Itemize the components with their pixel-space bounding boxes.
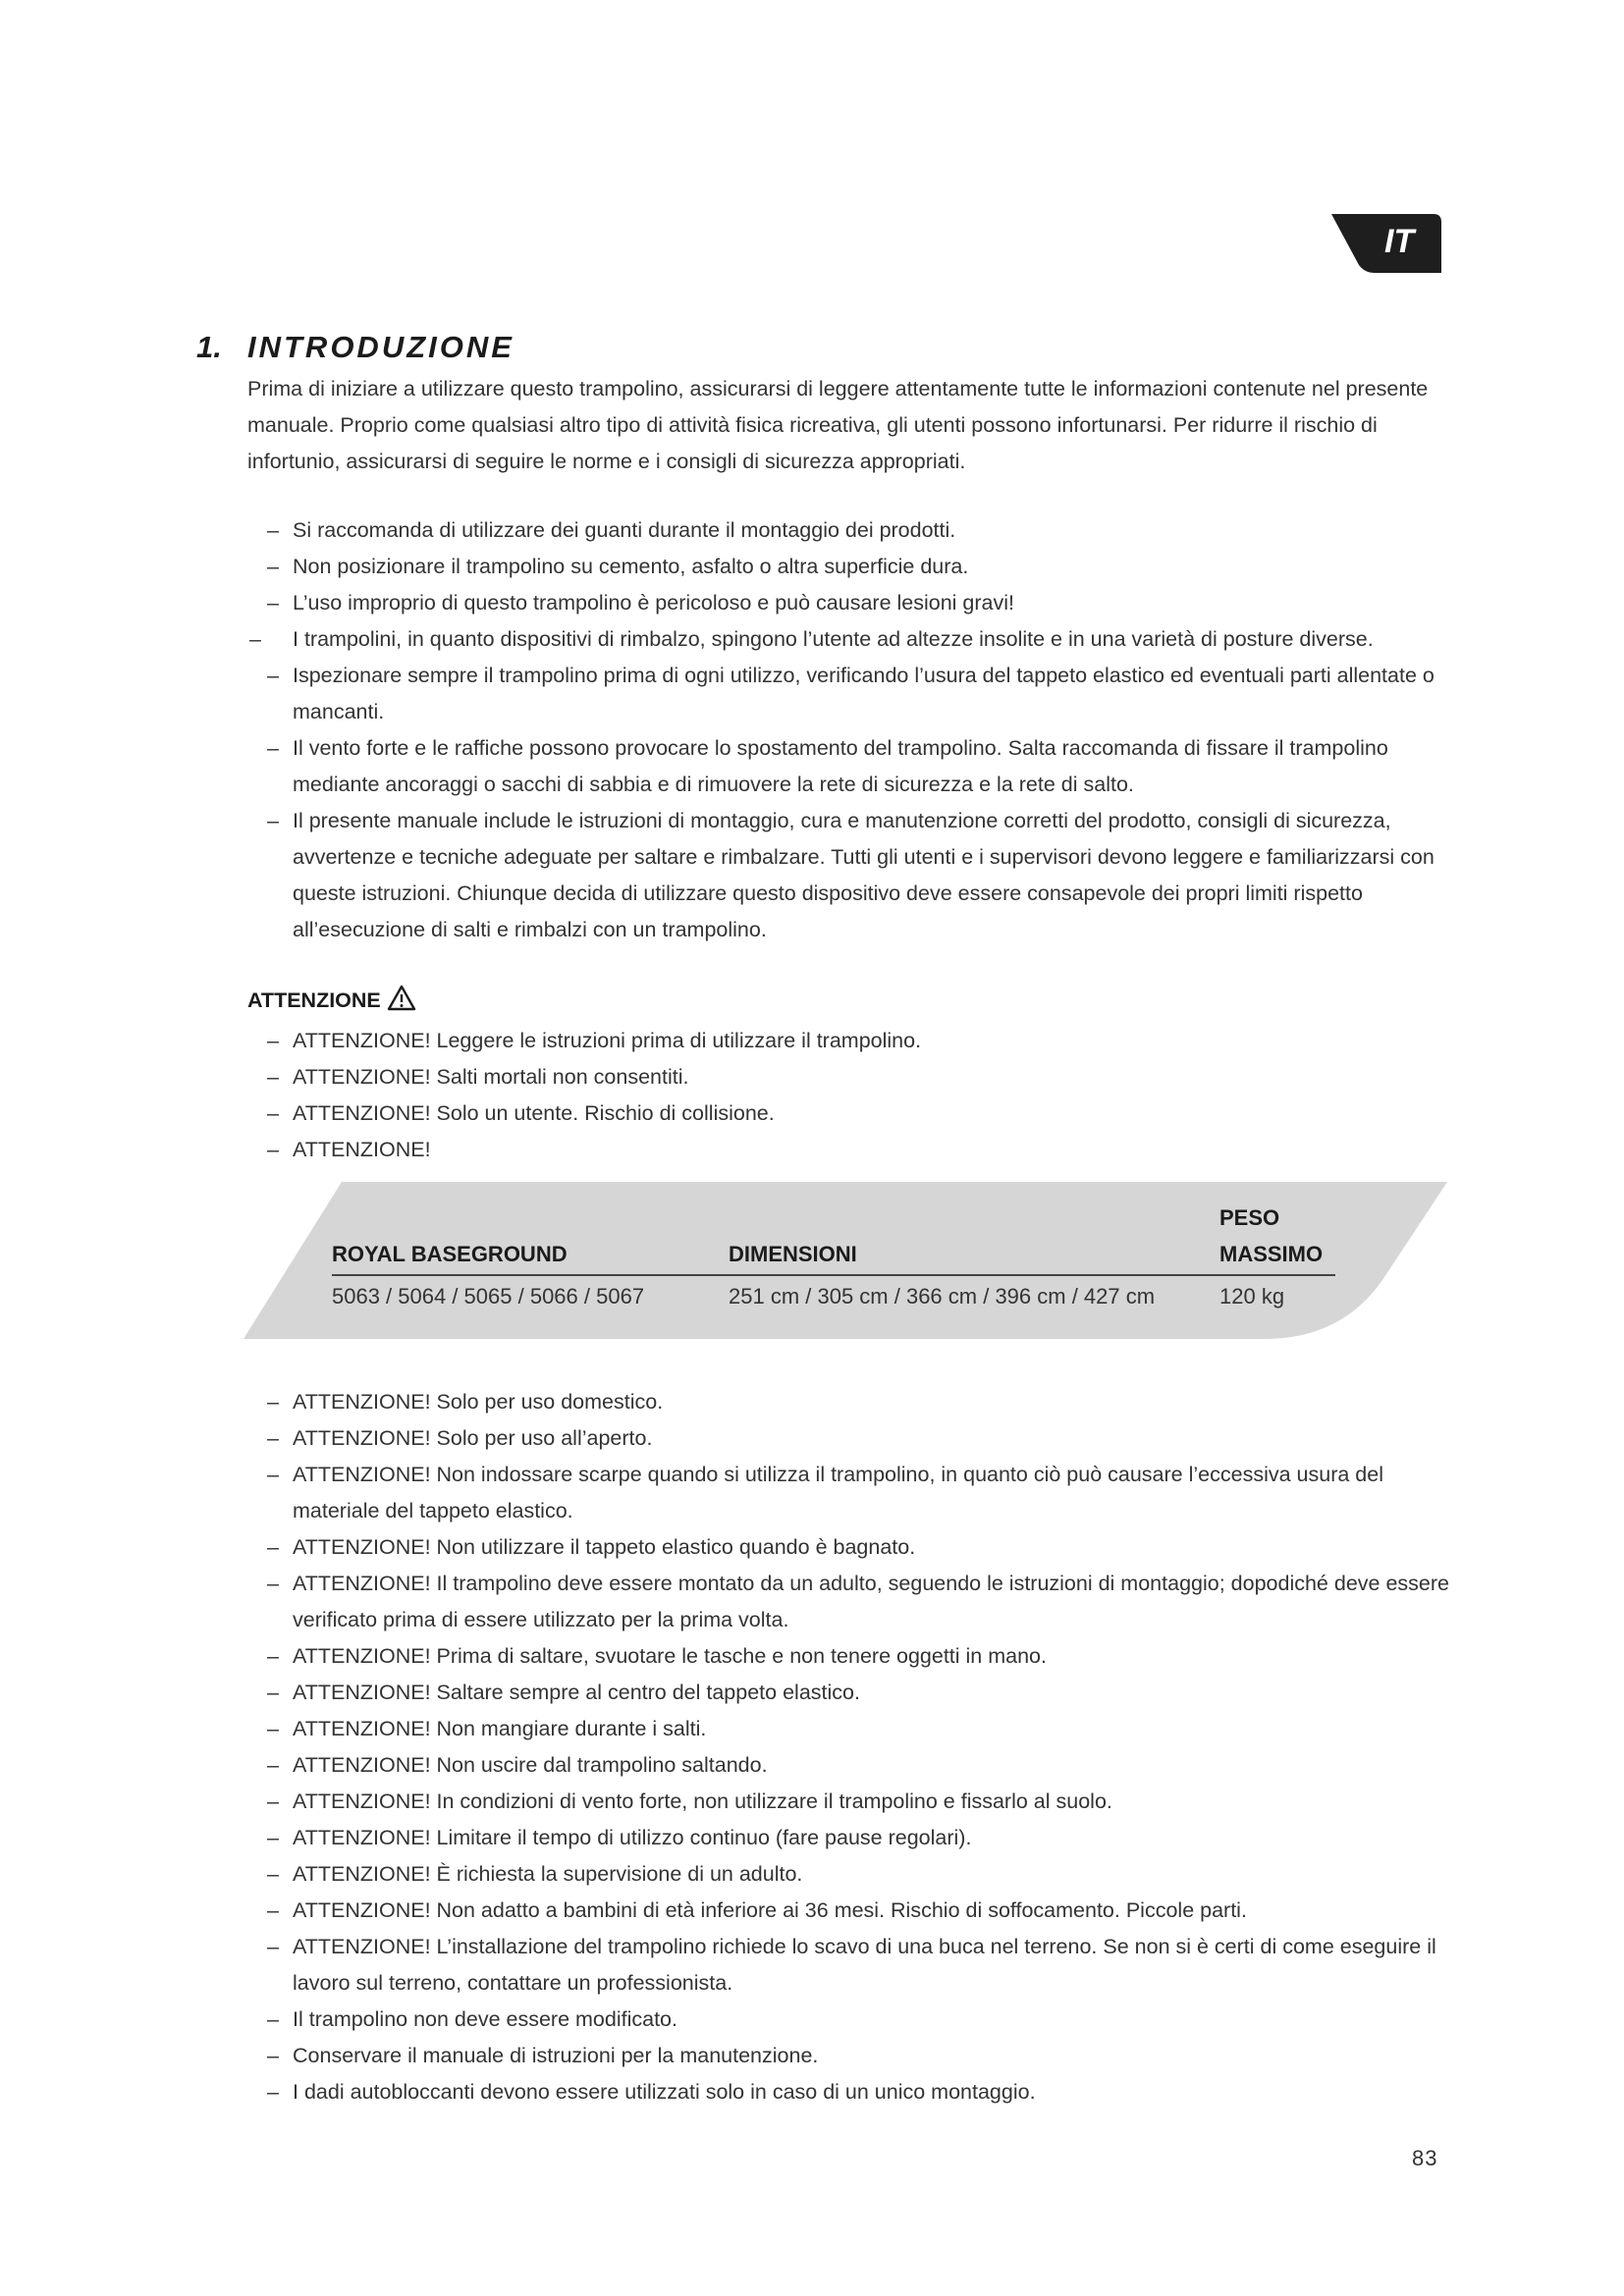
section-title: INTRODUZIONE — [247, 330, 514, 364]
list-item: – ATTENZIONE! Solo per uso all’aperto. — [267, 1426, 653, 1450]
list-item: – ATTENZIONE! Prima di saltare, svuotare le tasche e non tenere oggetti in mano. — [267, 1644, 1047, 1668]
list-item: – ATTENZIONE! L’installazione del trampolino richiede lo scavo di una buca nel terreno. Se non si è certi di come eseguire il lavoro sul terreno, contattare un professionista. — [267, 1935, 1436, 1995]
spec-header-model: ROYAL BASEGROUND — [332, 1200, 729, 1275]
list-item: – ATTENZIONE! Non mangiare durante i salti. — [267, 1717, 707, 1740]
list-item: – L’uso improprio di questo trampolino è pericoloso e può causare lesioni gravi! — [267, 591, 1014, 614]
section-heading — [196, 330, 514, 365]
language-code: IT — [1384, 223, 1415, 260]
language-tab — [1331, 214, 1441, 273]
list-item: – ATTENZIONE! È richiesta la supervisione di un adulto. — [267, 1862, 803, 1886]
list-item: – Il trampolino non deve essere modificato. — [267, 2007, 677, 2031]
section-number: 1. — [196, 330, 222, 364]
list-item: – ATTENZIONE! Non indossare scarpe quando si utilizza il trampolino, in quanto ciò può causare l’eccessiva usura del materiale del tappeto elastico. — [267, 1463, 1383, 1522]
spec-data-row — [332, 1275, 1335, 1311]
list-item: – ATTENZIONE! In condizioni di vento forte, non utilizzare il trampolino e fissarlo al suolo. — [267, 1789, 1112, 1813]
spec-header-row — [332, 1200, 1335, 1275]
list-item: – ATTENZIONE! Solo un utente. Rischio di collisione. — [267, 1101, 775, 1125]
spec-model-values: 5063 / 5064 / 5065 / 5066 / 5067 — [332, 1284, 645, 1308]
spec-weight-value: 120 kg — [1219, 1284, 1285, 1308]
list-item: – Conservare il manuale di istruzioni per la manutenzione. — [267, 2044, 819, 2067]
intro-paragraph: Prima di iniziare a utilizzare questo trampolino, assicurarsi di leggere attentamente tutte le informazioni contenute nel presente manuale. Proprio come qualsiasi altro tipo di attività fisica ricreativa, gli utenti possono infortunarsi. Per ridurre il rischio di infortunio, assicurarsi di seguire le norme e i consigli di sicurezza appropriati. — [247, 377, 1429, 473]
list-item: – Si raccomanda di utilizzare dei guanti durante il montaggio dei prodotti. — [267, 518, 956, 542]
spec-header-weight: PESO MASSIMO — [1219, 1200, 1335, 1275]
safety-list — [249, 512, 1453, 948]
list-item: – ATTENZIONE! Saltare sempre al centro del tappeto elastico. — [267, 1681, 860, 1704]
list-item: – ATTENZIONE! Non adatto a bambini di età inferiore ai 36 mesi. Rischio di soffocamento. Piccole parti. — [267, 1898, 1247, 1922]
spec-header-dimensions: DIMENSIONI — [729, 1200, 1219, 1275]
warning-list-top — [265, 1023, 1453, 1168]
list-item: – ATTENZIONE! Non uscire dal trampolino saltando. — [267, 1753, 768, 1777]
warning-triangle-icon — [387, 985, 416, 1011]
list-item: – I dadi autobloccanti devono essere utilizzati solo in caso di un unico montaggio. — [267, 2080, 1036, 2104]
list-item: – Ispezionare sempre il trampolino prima di ogni utilizzo, verificando l’usura del tappeto elastico ed eventuali parti allentate o mancanti. — [267, 664, 1435, 723]
list-item: – ATTENZIONE! Leggere le istruzioni prima di utilizzare il trampolino. — [267, 1029, 922, 1052]
list-item: – ATTENZIONE! Il trampolino deve essere montato da un adulto, seguendo le istruzioni di montaggio; dopodiché deve essere verificato prima di essere utilizzato per la prima volta. — [267, 1572, 1449, 1631]
list-item: – Il vento forte e le raffiche possono provocare lo spostamento del trampolino. Salta raccomanda di fissare il trampolino mediante ancoraggi o sacchi di sabbia e di rimuovere la rete di sicurezza e la rete di salto. — [267, 736, 1388, 796]
list-item: – ATTENZIONE! Salti mortali non consentiti. — [267, 1065, 689, 1089]
spec-dimension-values: 251 cm / 305 cm / 366 cm / 396 cm / 427 cm — [729, 1284, 1156, 1308]
warning-list-bottom — [265, 1384, 1453, 2110]
warning-heading — [247, 983, 416, 1019]
list-item: – ATTENZIONE! Non utilizzare il tappeto elastico quando è bagnato. — [267, 1535, 916, 1559]
warning-title: ATTENZIONE — [247, 988, 381, 1012]
page-number: 83 — [1412, 2146, 1438, 2170]
list-item: – Non posizionare il trampolino su cemento, asfalto o altra superficie dura. — [267, 555, 969, 578]
list-item: – ATTENZIONE! Solo per uso domestico. — [267, 1390, 664, 1414]
list-item: – I trampolini, in quanto dispositivi di rimbalzo, spingono l’utente ad altezze insolite e in una varietà di posture diverse. — [249, 627, 1374, 651]
list-item: – ATTENZIONE! — [267, 1138, 431, 1161]
list-item: – Il presente manuale include le istruzioni di montaggio, cura e manutenzione corretti del prodotto, consigli di sicurezza, avvertenze e tecniche adeguate per saltare e rimbalzare. Tutti gli utenti e i supervisori devono leggere e familiarizzarsi con queste istruzioni. Chiunque decida di utilizzare questo dispositivo deve essere consapevole dei propri limiti rispetto all’esecuzione di salti e rimbalzi con un trampolino. — [267, 809, 1435, 941]
spec-table — [332, 1200, 1335, 1311]
list-item: – ATTENZIONE! Limitare il tempo di utilizzo continuo (fare pause regolari). — [267, 1826, 972, 1849]
